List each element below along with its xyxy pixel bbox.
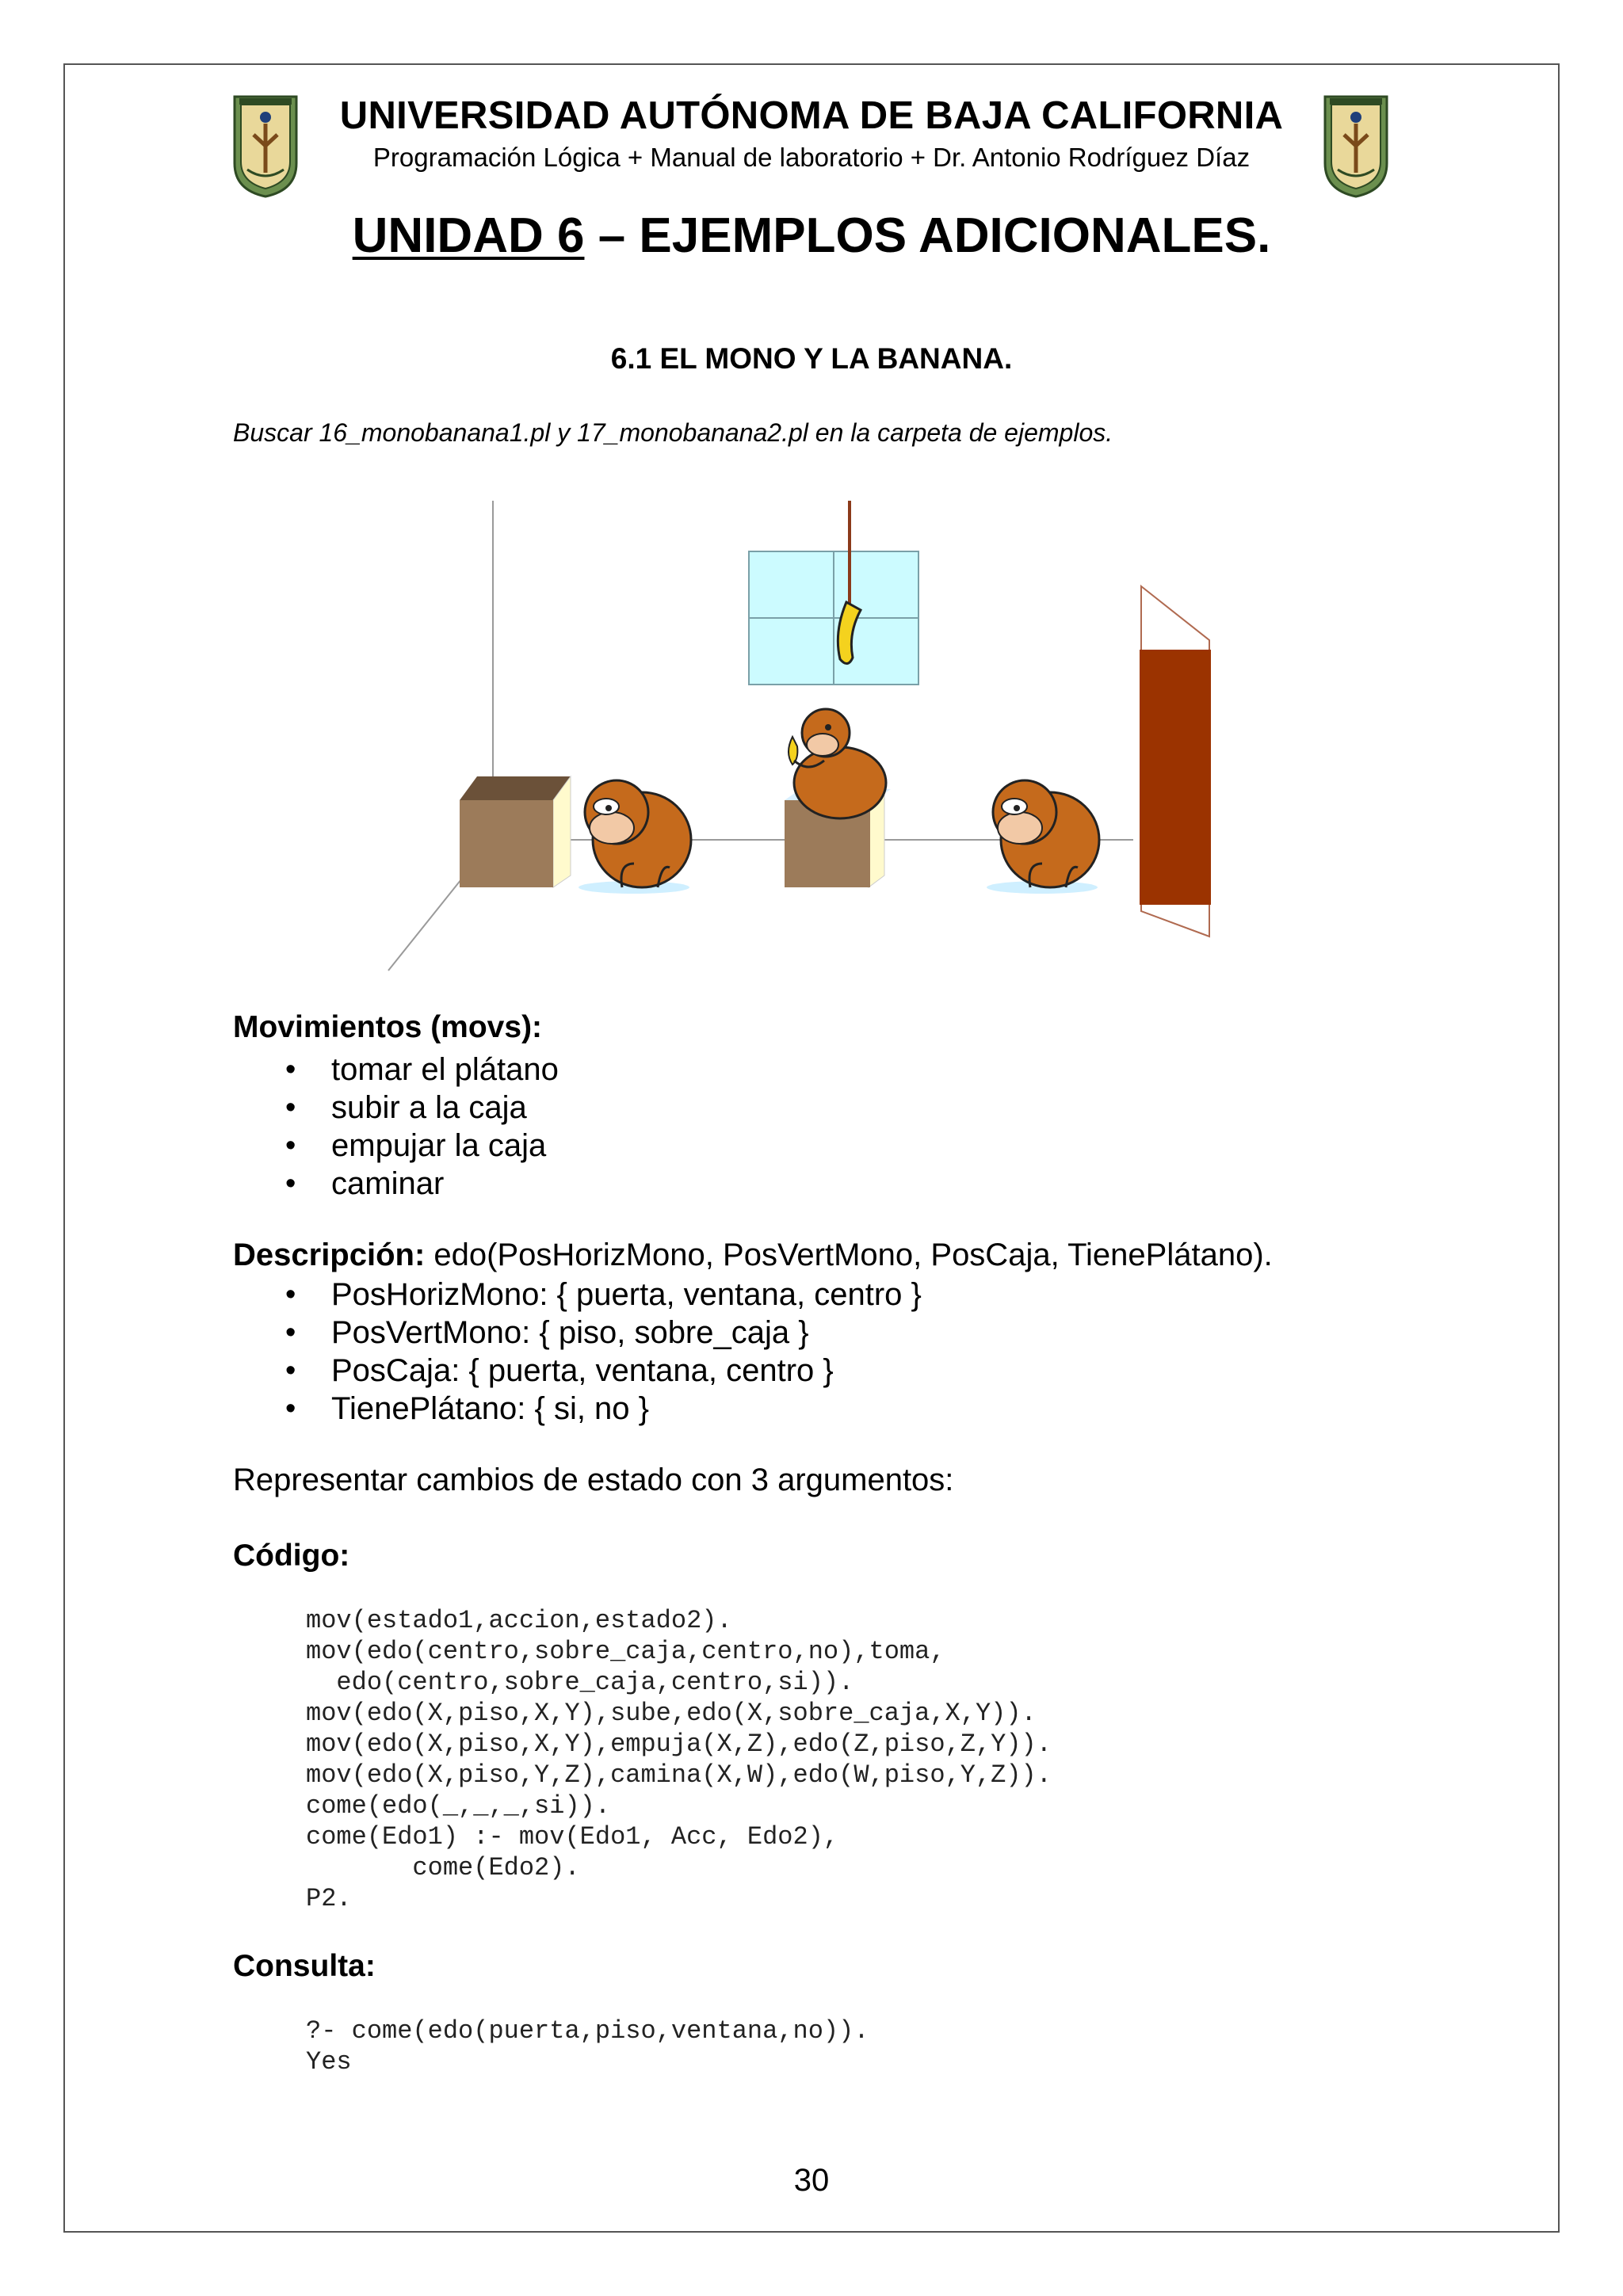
code-line: mov(estado1,accion,estado2). [306,1606,732,1635]
monkey-icon [579,780,691,894]
descripcion-label: Descripción: [233,1238,426,1272]
consulta-block [306,2016,869,2077]
page-number: 30 [793,2163,830,2198]
movimientos-list [233,1051,559,1203]
list-item: • PosCaja: { puerta, ventana, centro } [233,1352,922,1390]
monkey-banana-illustration [238,491,1236,982]
code-line: come(Edo2). [306,1853,580,1882]
university-name: UNIVERSIDAD AUTÓNOMA DE BAJA CALIFORNIA [339,94,1284,137]
list-item: • TienePlátano: { si, no } [233,1390,922,1428]
code-line: mov(edo(X,piso,Y,Z),camina(X,W),edo(W,piso,Y,Z)). [306,1760,1052,1790]
monkey-icon [987,780,1099,894]
consulta-heading: Consulta: [233,1949,376,1983]
unit-title [0,208,1623,264]
code-block [306,1605,1052,1914]
list-item: • caminar [233,1165,559,1203]
list-item: • PosHorizMono: { puerta, ventana, centro } [233,1276,922,1314]
examples-note: Buscar 16_monobanana1.pl y 17_monobanana2.pl en la carpeta de ejemplos. [233,418,1113,447]
code-line: ?- come(edo(puerta,piso,ventana,no)). [306,2016,869,2046]
section-title: 6.1 EL MONO Y LA BANANA. [610,342,1013,375]
movimientos-heading: Movimientos (movs): [233,1010,543,1044]
box-icon [460,776,571,887]
list-item: • tomar el plátano [233,1051,559,1089]
code-line: mov(edo(X,piso,X,Y),empuja(X,Z),edo(Z,piso,Z,Y)). [306,1730,1052,1759]
code-line: edo(centro,sobre_caja,centro,si)). [306,1668,854,1697]
door-icon [1140,586,1211,936]
window-icon [749,551,918,685]
code-line: mov(edo(centro,sobre_caja,centro,no),toma, [306,1637,945,1666]
course-subtitle: Programación Lógica + Manual de laboratorio + Dr. Antonio Rodríguez Díaz [372,143,1251,172]
descripcion-line [233,1238,1273,1273]
code-line: come(edo(_,_,_,si)). [306,1791,611,1821]
unit-title-rest: – EJEMPLOS ADICIONALES. [584,208,1271,263]
code-line: mov(edo(X,piso,X,Y),sube,edo(X,sobre_caja,X,Y)). [306,1699,1037,1728]
list-item: • PosVertMono: { piso, sobre_caja } [233,1314,922,1352]
code-line: Yes [306,2047,352,2077]
list-item: • empujar la caja [233,1127,559,1165]
representar-text: Representar cambios de estado con 3 argumentos: [233,1463,954,1497]
code-line: P2. [306,1884,352,1913]
descripcion-list [233,1276,922,1428]
monkey-with-banana-icon [789,709,886,818]
unit-label: UNIDAD 6 [352,208,585,263]
descripcion-text: edo(PosHorizMono, PosVertMono, PosCaja, TienePlátano). [425,1238,1273,1272]
code-line: come(Edo1) :- mov(Edo1, Acc, Edo2), [306,1822,839,1852]
codigo-heading: Código: [233,1539,350,1573]
list-item: • subir a la caja [233,1089,559,1127]
